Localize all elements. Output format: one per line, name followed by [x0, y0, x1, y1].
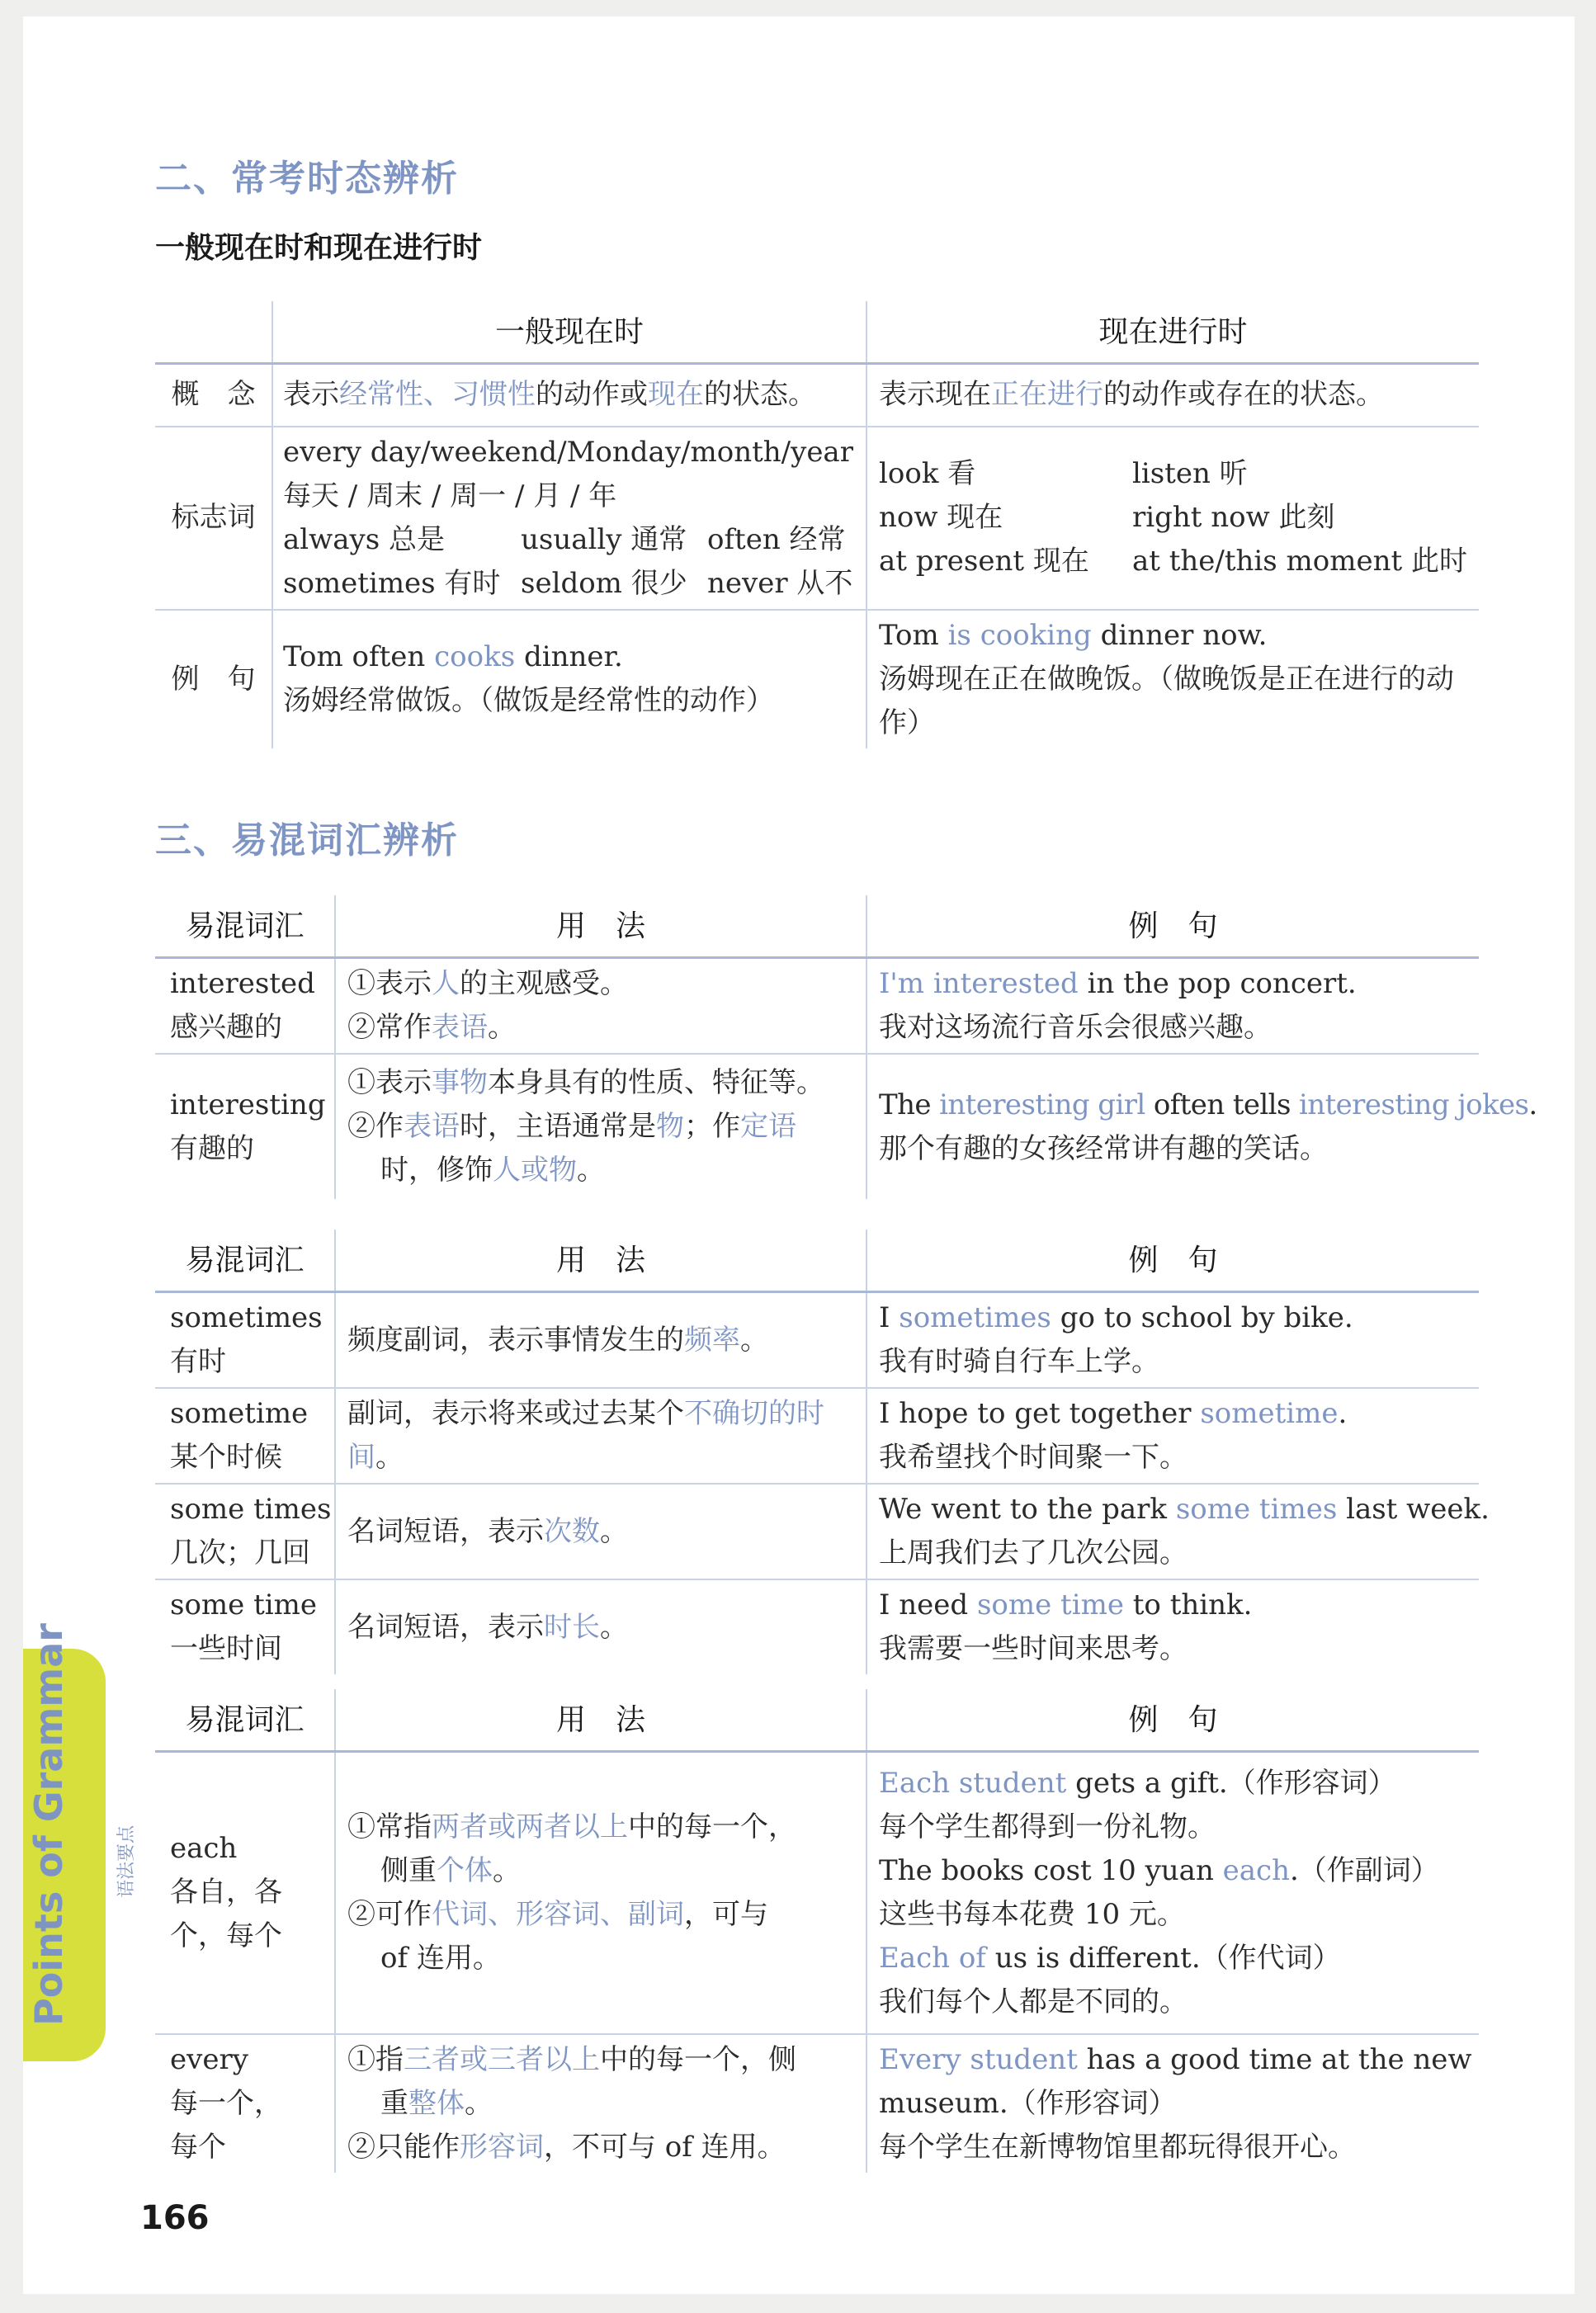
example-cell: I hope to get together sometime. 我希望找个时间聚一下。 [866, 1388, 1479, 1484]
row-label-concept: 概 念 [171, 378, 256, 412]
word-cell: each 各自，各 个，每个 [170, 1832, 282, 1953]
example-cell: Every student has a good time at the new museum.（作形容词） 每个学生在新博物馆里都玩得很开心。 [866, 2034, 1479, 2173]
vocab-header-word: 易混词汇 [155, 1689, 335, 1752]
subtitle-present-tenses: 一般现在时和现在进行时 [155, 231, 483, 265]
table-row [155, 1484, 1479, 1579]
concept-simple: 表示经常性、习惯性的动作或现在的状态。 [272, 364, 866, 427]
vocab-header-usage: 用 法 [335, 895, 866, 958]
tense-header-simple: 一般现在时 [272, 301, 866, 364]
table-row [155, 2034, 1479, 2173]
vocab-header-usage: 用 法 [335, 1230, 866, 1292]
tense-table [155, 301, 1479, 748]
usage-cell: ①表示人的主观感受。 ②常作表语。 [335, 958, 866, 1055]
example-cell: We went to the park some times last week. 上周我们去了几次公园。 [866, 1484, 1479, 1579]
example-progressive: Tom is cooking dinner now. 汤姆现在正在做晚饭。（做晚饭是正在进行的动作） [866, 610, 1479, 748]
example-simple: Tom often cooks dinner. 汤姆经常做饭。（做饭是经常性的动作） [272, 610, 866, 748]
concept-progressive: 表示现在正在进行的动作或存在的状态。 [866, 364, 1479, 427]
section-title-tenses: 二、常考时态辨析 [155, 158, 459, 200]
row-label-signal: 标志词 [155, 427, 272, 610]
signal-simple: every day/weekend/Monday/month/year 每天 / 周末 / 周一 / 月 / 年 always 总是 usually 通常 often 经常 sometimes 有时 seldom 很少 never 从不 [272, 427, 866, 610]
table-row [155, 1579, 1479, 1674]
table-row [155, 1388, 1479, 1484]
vocab-header-word: 易混词汇 [155, 895, 335, 958]
page-number: 166 [140, 2199, 210, 2237]
word-cell: sometime 某个时候 [155, 1388, 335, 1484]
table-row [155, 1292, 1479, 1389]
vocab-table-interested [155, 895, 1537, 1199]
word-cell: some times 几次；几回 [155, 1484, 335, 1579]
table-row [155, 610, 1479, 748]
vocab-header-word: 易混词汇 [155, 1230, 335, 1292]
word-cell: interested 感兴趣的 [170, 967, 315, 1044]
section-title-vocab: 三、易混词汇辨析 [155, 819, 459, 861]
example-cell: I sometimes go to school by bike. 我有时骑自行车上学。 [866, 1292, 1479, 1389]
vocab-table-each-every [155, 1689, 1479, 2173]
usage-cell: ①指三者或三者以上中的每一个，侧 重整体。 ②只能作形容词，不可与 of 连用。 [335, 2034, 866, 2173]
table-row [155, 1752, 1479, 2034]
tense-header-progressive: 现在进行时 [866, 301, 1479, 364]
usage-cell: 名词短语，表示次数。 [335, 1484, 866, 1579]
tense-header-blank [155, 301, 272, 364]
example-cell: I need some time to think. 我需要一些时间来思考。 [866, 1579, 1479, 1674]
vocab-header-usage: 用 法 [335, 1689, 866, 1752]
example-cell: The interesting girl often tells interesting jokes. 那个有趣的女孩经常讲有趣的笑话。 [866, 1054, 1479, 1199]
word-cell: some time 一些时间 [155, 1579, 335, 1674]
signal-progressive: look 看 now 现在 at present 现在 listen 听 right now 此刻 at the/this moment 此时 [866, 427, 1479, 610]
vocab-header-example: 例 句 [866, 895, 1479, 958]
usage-cell: ①表示事物本身具有的性质、特征等。 ②作表语时，主语通常是物；作定语 时，修饰人或物。 [335, 1054, 866, 1199]
word-cell: sometimes 有时 [170, 1301, 323, 1378]
row-label-example: 例 句 [155, 610, 272, 748]
vocab-header-example: 例 句 [866, 1230, 1479, 1292]
table-row [155, 364, 1479, 427]
word-cell: interesting 有趣的 [155, 1054, 335, 1199]
vocab-header-example: 例 句 [866, 1689, 1479, 1752]
word-cell: every 每一个， 每个 [155, 2034, 335, 2173]
usage-cell: 名词短语，表示时长。 [335, 1579, 866, 1674]
example-cell: I'm interested in the pop concert. 我对这场流行音乐会很感兴趣。 [866, 958, 1479, 1055]
vocab-table-sometimes [155, 1230, 1490, 1674]
usage-cell: 频度副词，表示事情发生的频率。 [335, 1292, 866, 1389]
usage-cell: 副词，表示将来或过去某个不确切的时间。 [335, 1388, 866, 1484]
usage-cell: ①常指两者或两者以上中的每一个， 侧重个体。 ②可作代词、形容词、副词，可与 of 连用。 [335, 1752, 866, 2034]
table-row [155, 1054, 1479, 1199]
example-cell: Each student gets a gift.（作形容词） 每个学生都得到一份礼物。 The books cost 10 yuan each.（作副词） 这些书每本花费 10 元。 Each of us is different.（作代词） 我们每个人都是不同的。 [866, 1752, 1479, 2034]
table-row [155, 427, 1479, 610]
table-row [155, 958, 1479, 1055]
